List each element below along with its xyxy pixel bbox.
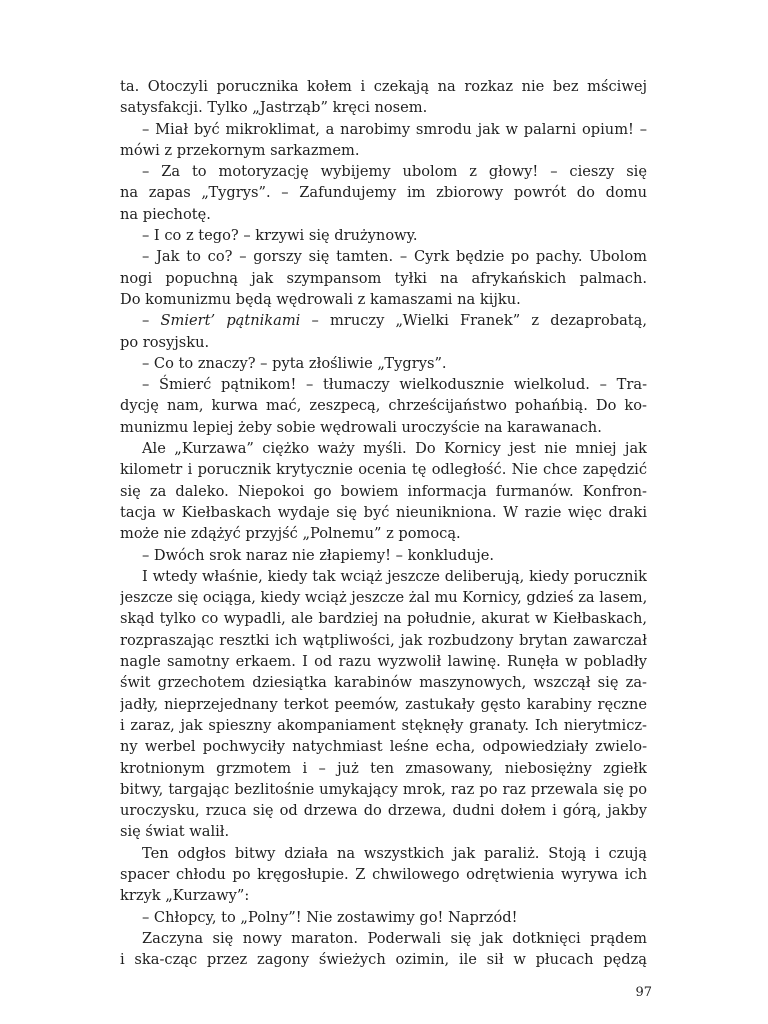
text-line: Do komunizmu będą wędrowali z kamaszami na kijku. [120, 290, 521, 308]
text-line: – I co z tego? – krzywi się drużynowy. [142, 227, 418, 245]
text-line: uroczysku, rzuca się od drzewa do drzewa, dudni dołem i górą, jakby [120, 802, 647, 820]
line-continuation: – mruczy „Wielki Franek” z dezaprobatą, [300, 312, 647, 330]
text-line: ny werbel pochwyciły natychmiast leśne echa, odpowiedziały zwielo- [120, 738, 647, 756]
text-line: mówi z przekornym sarkazmem. [120, 141, 360, 159]
text-line: nagle samotny erkaem. I od razu wyzwolił lawinę. Runęła w pobladły [120, 653, 647, 671]
text-line: I wtedy właśnie, kiedy tak wciąż jeszcze deliberują, kiedy porucznik [142, 567, 647, 585]
italic-russian-phrase: Smiert’ pątnikami [160, 312, 301, 330]
text-line: – Jak to co? – gorszy się tamten. – Cyrk będzie po pachy. Ubolom [142, 248, 647, 266]
text-line: tacja w Kiełbaskach wydaje się być nieunikniona. W razie więc draki [120, 503, 647, 521]
text-line: ta. Otoczyli porucznika kołem i czekają na rozkaz nie bez mściwej [120, 78, 647, 95]
text-line: krzyk „Kurzawy”: [120, 887, 250, 905]
text-line: spacer chłodu po kręgosłupie. Z chwilowego odrętwienia wyrywa ich [120, 865, 647, 883]
text-line: – Za to motoryzację wybijemy ubolom z głowy! – cieszy się [142, 163, 647, 181]
text-line: – Co to znaczy? – pyta złośliwie „Tygrys”. [142, 354, 447, 372]
text-line: – Miał być mikroklimat, a narobimy smrodu jak w palarni opium! – [142, 120, 647, 138]
text-line: – Śmierć pątnikom! – tłumaczy wielkodusznie wielkolud. – Tra- [142, 376, 647, 394]
text-line: jeszcze się ociąga, kiedy wciąż jeszcze żal mu Kornicy, gdzieś za lasem, [120, 589, 647, 607]
book-page-text [120, 76, 647, 970]
text-line: satysfakcji. Tylko „Jastrząb” kręci nosem. [120, 99, 428, 117]
text-line: dycję nam, kurwa mać, zeszpecą, chrześcijaństwo pohańbią. Do ko- [120, 397, 647, 415]
text-line: rozpraszając resztki ich wątpliwości, jak rozbudzony brytan zawarczał [120, 631, 647, 649]
text-line: się świat walił. [120, 823, 230, 841]
text-line: kilometr i porucznik krytycznie ocenia tę odległość. Nie chce zapędzić [120, 461, 647, 479]
text-line: Ale „Kurzawa” ciężko waży myśli. Do Kornicy jest nie mniej jak [142, 440, 647, 458]
text-line [120, 310, 647, 331]
text-line: na piechotę. [120, 205, 211, 223]
text-line: krotnionym grzmotem i – już ten zmasowany, niebosiężny zgiełk [120, 759, 647, 777]
text-line: bitwy, targając bezlitośnie umykający mrok, raz po raz przewala się po [120, 780, 647, 798]
text-line: munizmu lepiej żeby sobie wędrowali uroczyście na karawanach. [120, 418, 602, 436]
text-line: na zapas „Tygrys”. – Zafundujemy im zbiorowy powrót do domu [120, 184, 647, 202]
text-line: i zaraz, jak spieszny akompaniament stęknęły granaty. Ich nierytmicz- [120, 716, 647, 734]
text-line: i ska-cząc przez zagony świeżych ozimin, ile sił w płucach pędzą [120, 951, 647, 969]
text-line: po rosyjsku. [120, 333, 210, 351]
page-number: 97 [635, 985, 652, 1000]
text-line: Zaczyna się nowy maraton. Poderwali się jak dotknięci prądem [142, 929, 647, 947]
text-line: jadły, nieprzejednany terkot peemów, zastukały gęsto karabiny ręczne [120, 695, 647, 713]
text-line: skąd tylko co wypadli, ale bardziej na południe, akurat w Kiełbaskach, [120, 610, 647, 628]
text-line: nogi popuchną jak szympansom tyłki na afrykańskich palmach. [120, 269, 647, 287]
text-line: świt grzechotem dziesiątka karabinów maszynowych, wszczął się za- [120, 674, 647, 692]
text-line: Ten odgłos bitwy działa na wszystkich jak paraliż. Stoją i czują [142, 844, 647, 862]
dash-prefix: – [142, 312, 161, 330]
text-line: może nie zdążyć przyjść „Polnemu” z pomocą. [120, 525, 461, 543]
text-line: – Chłopcy, to „Polny”! Nie zostawimy go! Naprzód! [142, 908, 518, 926]
text-line: – Dwóch srok naraz nie złapiemy! – konkluduje. [142, 546, 495, 564]
text-line: się za daleko. Niepokoi go bowiem informacja furmanów. Konfron- [120, 482, 647, 500]
